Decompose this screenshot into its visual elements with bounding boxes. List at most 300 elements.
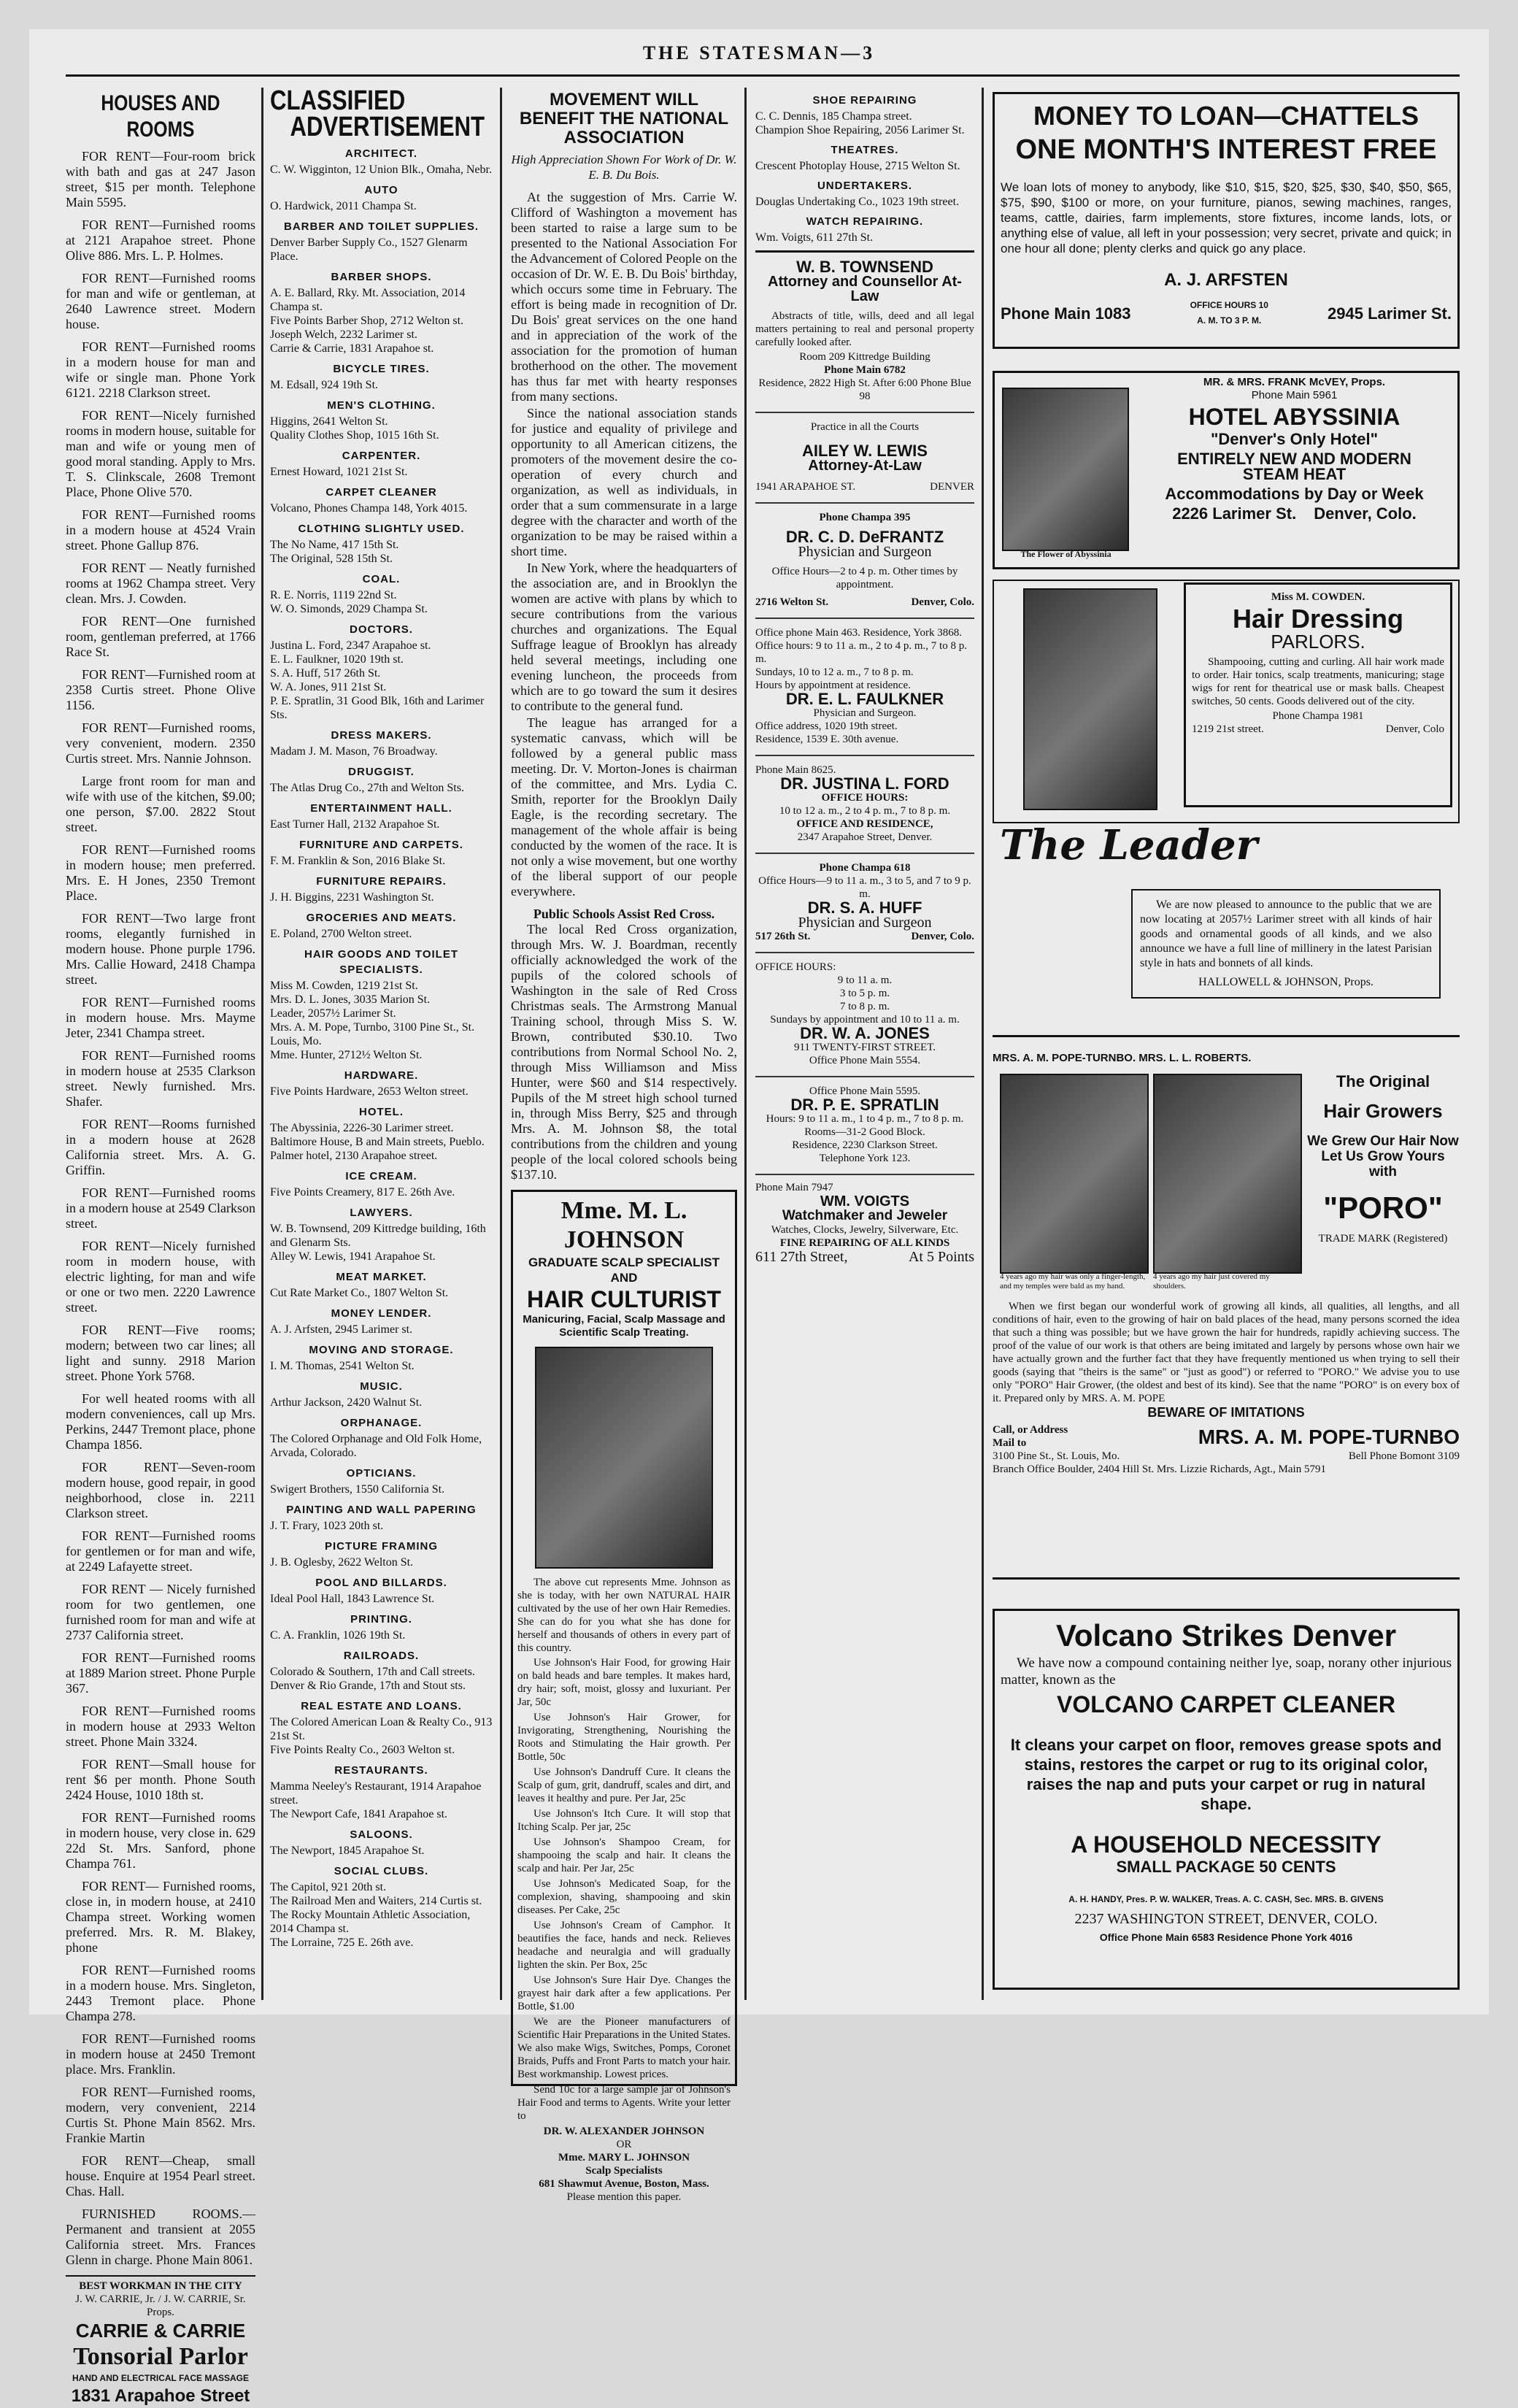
classified-entry: The Newport, 1845 Arapahoe St. [270,1845,425,1857]
leader-title: The Leader [1000,821,1258,869]
johnson-name: Mme. M. L. JOHNSON [560,1197,687,1253]
loan-subtitle: ONE MONTH'S INTEREST FREE [1015,134,1437,165]
voigts-card [755,1175,974,1264]
rental-ad: FURNISHED ROOMS.—Permanent and transient at 2055 California street. Mrs. Frances Glenn in charge. Phone Main 8061. [66,2207,255,2267]
classified-category: MUSIC. [360,1380,403,1393]
classified-entry: Cut Rate Market Co., 1807 Welton St. [270,1287,449,1299]
classified-entry: Volcano, Phones Champa 148, York 4015. [270,502,468,515]
classified-entry: Miss M. Cowden, 1219 21st St. [270,980,418,992]
classified-entry: Higgins, 2641 Welton St. [270,415,388,428]
rental-ad: FOR RENT—Small house for rent $6 per month. Phone South 2424 House, 1010 18th st. [66,1757,255,1802]
faulkner-name: DR. E. L. FAULKNER [785,690,944,708]
johnson-sig-addr: 681 Shawmut Avenue, Boston, Mass. [539,2178,709,2190]
article-paragraph: Since the national association stands for justice and equality of privilege and opportunity to all American citizens, the promoters of the movement desire the co-operation of every church and organization, as well as individuals, in order that a sum commensurate in a large degree with the character and worth of the organization to be may be raised within a short time. [511,406,737,558]
shoe-heading: SHOE REPAIRING [812,94,917,107]
rental-ad: FOR RENT—Furnished rooms in a modern house for man and wife or single man. Phone York 6121. 2218 Clarkson street. [66,339,255,400]
display-ads-column [993,88,1460,2000]
classified-category: MONEY LENDER. [331,1307,432,1320]
ford-hours: 10 to 12 a. m., 2 to 4 p. m., 7 to 8 p. m. [779,805,951,817]
jones-card [755,953,974,1077]
classified-category: BARBER AND TOILET SUPPLIES. [283,220,479,233]
rental-ad: FOR RENT—Furnished rooms in modern house, very close in. 629 22d St. Mrs. Sanford, phone Champa 761. [66,1810,255,1871]
classified-category: COAL. [362,573,401,585]
classified-category: BICYCLE TIRES. [333,363,430,375]
voigts-phone: Phone Main 7947 [755,1182,833,1193]
classified-entry: The Capitol, 921 20th st. [270,1881,387,1893]
johnson-sig-or: OR [616,2139,632,2150]
rental-ad: FOR RENT—Furnished rooms in modern house; men preferred. Mrs. E. H Jones, 2350 Tremont Place. [66,842,255,903]
ford-phone: Phone Main 8625. [755,764,836,776]
huff-city: Denver, Colo. [911,931,974,942]
johnson-product: Use Johnson's Hair Food, for growing Hair on bald heads and bare temples. It makes hard, dry hair; soft, moist, glossy and luxuriant. Per Jar, 50c [517,1657,731,1708]
faulkner-hours-1: Office hours: 9 to 11 a. m., 2 to 4 p. m., 7 to 8 p. m. [755,640,967,665]
townsend-res: Residence, 2822 High St. After 6:00 Phone Blue 98 [758,377,971,402]
classified-category: MEN'S CLOTHING. [327,399,436,412]
defrantz-card [755,504,974,619]
classified-category: DRESS MAKERS. [331,729,432,742]
classified-entry: Denver Barber Supply Co., 1527 Glenarm Place. [270,236,468,263]
volcano-package: SMALL PACKAGE 50 CENTS [1116,1858,1336,1876]
jones-sundays: Sundays by appointment and 10 to 11 a. m. [770,1014,960,1026]
classified-entry: Leader, 2057½ Larimer St. [270,1007,396,1020]
johnson-product: Use Johnson's Itch Cure. It will stop that Itching Scalp. Per jar, 25c [517,1808,731,1833]
rental-ad: FOR RENT—Furnished rooms in modern house at 2450 Tremont place. Mrs. Franklin. [66,2031,255,2077]
classified-entry: Arthur Jackson, 2420 Walnut St. [270,1396,423,1409]
defrantz-name: DR. C. D. DeFRANTZ [785,528,944,546]
poro-branch: Branch Office Boulder, 2404 Hill St. Mrs. Lizzie Richards, Agt., Main 5791 [993,1463,1326,1475]
poro-caption-2: 4 years ago my hair just covered my shoulders. [1153,1272,1270,1290]
faulkner-title: Physician and Surgeon. [813,707,917,719]
watch-entry: Wm. Voigts, 611 27th St. [755,231,974,253]
abyssinia-text [1137,376,1452,521]
huff-card [755,854,974,953]
voigts-address: 611 27th Street, [755,1249,848,1265]
rental-ad: FOR RENT — Neatly furnished rooms at 1962 Champa street. Very clean. Mrs. J. Cowden. [66,561,255,606]
townsend-name: W. B. TOWNSEND [796,258,933,276]
loan-phone: Phone Main 1083 [1001,304,1131,323]
column-rule [744,88,747,2000]
huff-address: 517 26th St. [755,931,811,942]
classified-entry: The Abyssinia, 2226-30 Larimer street. [270,1122,454,1134]
houses-column [66,88,255,2406]
classified-entry: W. A. Jones, 911 21st St. [270,681,387,693]
classified-entry: The Lorraine, 725 E. 26th ave. [270,1936,414,1949]
poro-call: Call, or Address Mail to [993,1424,1068,1449]
houses-title: HOUSES AND ROOMS [101,91,220,142]
classified-category: OPTICIANS. [346,1467,417,1480]
classified-entry: Quality Clothes Shop, 1015 16th St. [270,429,439,442]
masthead: THE STATESMAN—3 [642,42,876,64]
cowden-body: Shampooing, cutting and curling. All hair work made to order. Hair tonics, scalp treatments, manicuring; stage wigs for rent for theatrical use or mask balls. Cheapest switches, 50 cents. Goods delivered out of the city. [1192,656,1444,707]
classified-entry: I. M. Thomas, 2541 Welton St. [270,1360,415,1372]
rental-ad: FOR RENT—Four-room brick with bath and gas at 247 Jason street, $15 per month. Telephone Main 5595. [66,149,255,209]
cowden-title-2: PARLORS. [1271,631,1365,653]
rental-ad: FOR RENT—Furnished rooms in a modern house at 4524 Vrain street. Phone Gallup 876. [66,507,255,553]
rental-ad: FOR RENT—Two large front rooms, elegantly furnished in modern house. Phone purple 1796. Mrs. Callie Howard, 2418 Champa street. [66,911,255,987]
shoe-entry-2: Champion Shoe Repairing, 2056 Larimer St. [755,124,965,136]
spratlin-rooms: Rooms—31-2 Good Block. [804,1126,925,1138]
johnson-sig-note: Please mention this paper. [566,2191,682,2203]
lewis-address: 1941 ARAPAHOE ST. [755,481,856,493]
jones-hours-1: 9 to 11 a. m. [837,974,893,986]
classified-entry: The Colored Orphanage and Old Folk Home, Arvada, Colorado. [270,1433,482,1459]
spratlin-card [755,1077,974,1175]
johnson-product: Use Johnson's Sure Hair Dye. Changes the grayest hair dark after a few applications. Per Bottle, $1.00 [517,1974,731,2012]
voigts-name: WM. VOIGTS [820,1193,910,1209]
faulkner-res: Residence, 1539 E. 30th avenue. [755,734,899,745]
professional-column [755,88,974,2000]
poro-ad [993,1052,1460,1580]
barber-parlor: Tonsorial Parlor [73,2343,248,2370]
cowden-card [1184,582,1452,807]
classified-list [270,146,493,1950]
defrantz-hours: Office Hours—2 to 4 p. m. Other times by appointment. [771,566,958,591]
volcano-name: VOLCANO CARPET CLEANER [1056,1691,1395,1717]
voigts-fine: FINE REPAIRING OF ALL KINDS [779,1237,950,1249]
loan-body: We loan lots of money to anybody, like $10, $15, $20, $25, $30, $40, $50, $65, $75, $90, $100 or more, on your furniture, pianos, sewing machines, ranges, teams, cattle, dairies, farm implements, store fixtures, income lands, lots, or anything else of value, all left in your possession; very secret, private and quick; in one hour all done; plenty clerks and quick go any place. [1001,180,1452,255]
defrantz-address: 2716 Welton St. [755,596,829,608]
classified-category: CARPET CLEANER [325,486,437,499]
article-title: MOVEMENT WILL BENEFIT THE NATIONAL ASSOCIATION [519,90,729,147]
classified-entry: Five Points Realty Co., 2603 Welton st. [270,1744,455,1756]
rental-ad: FOR RENT—Furnished room at 2358 Curtis street. Phone Olive 1156. [66,667,255,712]
rental-ad: Large front room for man and wife with use of the kitchen, $9.00; one person, $7.00. 2822 Stout street. [66,774,255,834]
defrantz-title: Physician and Surgeon [798,544,932,560]
barber-name: CARRIE & CARRIE [75,2320,246,2342]
classified-entry: The No Name, 417 15th St. [270,539,399,551]
classified-entry: Palmer hotel, 2130 Arapahoe street. [270,1150,438,1162]
classified-entry: E. Poland, 2700 Welton street. [270,928,412,940]
huff-hours: Office Hours—9 to 11 a. m., 3 to 5, and 7 to 9 p. m. [758,875,971,900]
rental-ad: FOR RENT—Rooms furnished in a modern house at 2628 California street. Mrs. A. G. Griffin. [66,1117,255,1177]
leader-box [1131,889,1441,999]
volcano-household: A HOUSEHOLD NECESSITY [1071,1831,1382,1858]
houses-ads [66,149,255,2268]
classified-entry: Carrie & Carrie, 1831 Arapahoe st. [270,342,434,355]
column-rule [261,88,263,2000]
ford-hours-head: OFFICE HOURS: [821,792,909,804]
classified-category: SOCIAL CLUBS. [334,1865,429,1877]
rental-ad: FOR RENT — Nicely furnished room for two gentlemen, one furnished room for man and wife at 2737 California street. [66,1582,255,1642]
classified-entry: The Atlas Drug Co., 27th and Welton Sts. [270,782,464,794]
classified-entry: O. Hardwick, 2011 Champa St. [270,200,417,212]
rental-ad: FOR RENT— Furnished rooms, close in, in modern house, at 2410 Champa street. Working women preferred. Mrs. R. M. Blakey, phone [66,1879,255,1955]
volcano-ad [993,1609,1460,1990]
classified-entry: Mme. Hunter, 2712½ Welton St. [270,1049,423,1061]
poro-body: When we first began our wonderful work of growing all kinds, all qualities, all lengths, and all conditions of hair, even to the growing of hair on bald places of the head, many persons scorned the idea that such a thing was possible; but we have grown the hair for hundreds, rapidly achieving success. The proof of the value of our work is that others are being imitated and largely by persons whose own hair we have actually grown and the further fact that they have frequently mentioned us when trying to sell their goods (saying that "theirs is the same" or "just as good") or referred to "PORO." We advise you to use only "PORO" Hair Grower, (the oldest and best of its kind). See that the name "PORO" is on every box of it. Prepared only by MRS. A. M. POPE [993,1301,1460,1404]
classified-entry: Denver & Rio Grande, 17th and Stout sts. [270,1680,466,1692]
johnson-sig2: Mme. MARY L. JOHNSON [558,2152,690,2163]
cowden-phone: Phone Champa 1981 [1272,710,1364,722]
spratlin-tel: Telephone York 123. [819,1153,911,1164]
classified-entry: Mamma Neeley's Restaurant, 1914 Arapahoe street. [270,1780,482,1807]
classified-entry: Mrs. A. M. Pope, Turnbo, 3100 Pine St., St. Louis, Mo. [270,1021,475,1047]
johnson-line1: GRADUATE SCALP SPECIALIST AND [528,1255,720,1285]
classified-entry: The Railroad Men and Waiters, 214 Curtis st. [270,1895,482,1907]
classified-category: FURNITURE AND CARPETS. [299,839,463,851]
abyssinia-tag: "Denver's Only Hotel" [1210,430,1379,448]
lewis-card [755,413,974,504]
classified-entry: E. L. Faulkner, 1020 19th st. [270,653,404,666]
rental-ad: FOR RENT—Furnished rooms for gentlemen or for man and wife, at 2249 Lafayette street. [66,1528,255,1574]
ford-card [755,756,974,854]
cowden-title-1: Hair Dressing [1232,604,1404,634]
redcross-body: The local Red Cross organization, through Mrs. W. J. Boardman, recently officially acknowledged the work of the pupils of the colored schools of Washington in the sale of Red Cross Christmas seals. The Armstrong Manual Training school, through Miss S. W. Brown, contributed $30.10. Two contributions from Normal School No. 2, through Miss Williamson and Miss Hunter, were $60 and $14 respectively. Pupils of the M street high school turned in, through Miss Berry, $25 and through Mrs. A. M. Johnson $8, the total contributions from the children and young people of the local colored schools being $137.10. [511,922,737,1182]
classified-entry: W. O. Simonds, 2029 Champa St. [270,603,428,615]
classified-column [270,85,493,2000]
rental-ad: FOR RENT—Five rooms; modern; between two car lines; all light and sunny. 2918 Marion street. Phone York 5768. [66,1323,255,1383]
classified-entry: Five Points Hardware, 2653 Welton street. [270,1085,469,1098]
faulkner-hours-3: Hours by appointment at residence. [755,680,911,691]
classified-entry: Five Points Barber Shop, 2712 Welton st. [270,315,464,327]
classified-entry: Colorado & Southern, 17th and Call streets. [270,1666,475,1678]
abyssinia-accom: Accommodations by Day or Week [1165,485,1424,503]
rental-ad: FOR RENT—Seven-room modern house, good repair, in good neighborhood, close in. 2211 Clarkson street. [66,1460,255,1520]
poro-caption-1: 4 years ago my hair was only a finger-length, and my temples were bald as my hand. [1000,1272,1146,1290]
barber-heading: BEST WORKMAN IN THE CITY [79,2280,242,2292]
loan-name: A. J. ARFSTEN [1164,270,1288,290]
article-column [511,88,737,2203]
classified-entry: J. H. Biggins, 2231 Washington St. [270,891,434,904]
loan-ad [993,92,1460,349]
column-rule [982,88,984,2000]
jones-name: DR. W. A. JONES [800,1024,930,1042]
rental-ad: FOR RENT—Furnished rooms in a modern house at 2549 Clarkson street. [66,1185,255,1231]
poro-name: MRS. A. M. POPE-TURNBO [1198,1425,1460,1448]
defrantz-city: Denver, Colo. [911,596,974,608]
townsend-desc: Abstracts of title, wills, deed and all legal matters pertaining to real and personal property carefully looked after. [755,310,974,348]
classified-entry: M. Edsall, 924 19th St. [270,379,379,391]
classified-category: HOTEL. [359,1106,404,1118]
rental-ad: FOR RENT—Furnished rooms, very convenient, modern. 2350 Curtis street. Mrs. Nannie Johnson. [66,720,255,766]
classified-category: PRINTING. [350,1613,412,1626]
ford-name: DR. JUSTINA L. FORD [780,774,949,793]
leader-body: We are now pleased to announce to the public that we are now locating at 2057½ Larimer street with all kinds of hair goods and ornamental goods of all kinds, and we also announce we have a full line of millinery in the latest Parisian style in hats and bonnets of all kinds. [1140,899,1432,969]
jones-hours-2: 3 to 5 p. m. [839,988,890,999]
volcano-title: Volcano Strikes Denver [1055,1618,1397,1653]
cowden-address: 1219 21st street. [1192,723,1264,735]
classified-entry: Ideal Pool Hall, 1843 Lawrence St. [270,1593,435,1605]
faulkner-card [755,619,974,756]
abyssinia-props: MR. & MRS. FRANK McVEY, Props. [1203,376,1386,388]
johnson-product: Use Johnson's Shampoo Cream, for shampooing the scalp and hair. It cleans the scalp and hair. Per Jar, 25c [517,1836,731,1874]
rental-ad: FOR RENT—Nicely furnished room in modern house, with electric lighting, for man and wife or one or two men. 2220 Lawrence street. [66,1239,255,1315]
classified-category: DRUGGIST. [348,766,415,778]
loan-title: MONEY TO LOAN—CHATTELS [1033,101,1419,131]
article-paragraph: At the suggestion of Mrs. Carrie W. Clifford of Washington a movement has been started to raise a large sum to be presented to the National Association For the Advancement of Colored People on the occasion of Dr. W. E. B. Du Bois' birthday, which occurs some time in February. The effort is being made in recognition of Dr. Du Bois' great services on the one hand and in appreciation of the work of the association for the promotion of human brotherhood on the other. The movement has thus far met with hearty responses from many sections. [511,190,737,404]
huff-name: DR. S. A. HUFF [807,899,922,917]
johnson-sig-role: Scalp Specialists [585,2165,663,2177]
jones-hours-head: OFFICE HOURS: [755,961,836,973]
poro-orig-2: Hair Growers [1323,1100,1443,1122]
classified-entry: Ernest Howard, 1021 21st St. [270,466,408,478]
johnson-line3: Manicuring, Facial, Scalp Massage and Scientific Scalp Treating. [523,1313,725,1339]
watch-heading: WATCH REPAIRING. [806,215,924,228]
classified-entry: The Newport Cafe, 1841 Arapahoe st. [270,1808,448,1820]
faulkner-hours-2: Sundays, 10 to 12 a. m., 7 to 8 p. m. [755,666,914,678]
townsend-card [755,253,974,413]
rental-ad: FOR RENT—Furnished rooms in a modern house. Mrs. Singleton, 2443 Tremont place. Phone Champa 278. [66,1963,255,2023]
classified-entry: A. J. Arfsten, 2945 Larimer st. [270,1323,413,1336]
abyssinia-new: ENTIRELY NEW AND MODERN [1177,450,1411,468]
johnson-intro: The above cut represents Mme. Johnson as she is today, with her own NATURAL HAIR cultivated by the use of her own Hair Remedies. She can do for you what she has done for herself and thousands of others in every part of this country. [517,1577,731,1654]
volcano-address: 2237 WASHINGTON STREET, DENVER, COLO. [1074,1911,1378,1927]
spratlin-hours: Hours: 9 to 11 a. m., 1 to 4 p. m., 7 to 8 p. m. [766,1113,964,1125]
johnson-portrait [535,1347,713,1569]
volcano-intro: We have now a compound containing neither lye, soap, norany other injurious matter, known as the [1001,1655,1452,1688]
spratlin-res: Residence, 2230 Clarkson Street. [792,1139,938,1151]
classified-entry: The Original, 528 15th St. [270,553,393,565]
classified-category: FURNITURE REPAIRS. [316,875,447,888]
classified-entry: The Rocky Mountain Athletic Association, 2014 Champa st. [270,1909,471,1935]
abyssinia-steam: STEAM HEAT [1242,465,1346,483]
barber-ad [66,2275,255,2408]
classified-category: RESTAURANTS. [334,1764,428,1777]
loan-address: 2945 Larimer St. [1328,304,1452,323]
classified-category: PAINTING AND WALL PAPERING [286,1504,477,1516]
classified-category: MEAT MARKET. [336,1271,427,1283]
theatres-entry: Crescent Photoplay House, 2715 Welton St. [755,160,960,172]
abyssinia-ad [993,371,1460,569]
abyssinia-photo [1002,388,1129,551]
rental-ad: FOR RENT—Furnished rooms in modern house at 2535 Clarkson street. Newly furnished. Mrs. Shafer. [66,1048,255,1109]
classified-category: CARPENTER. [342,450,421,462]
voigts-title: Watchmaker and Jeweler [782,1208,948,1223]
classified-category: ARCHITECT. [344,147,418,160]
abyssinia-city: Denver, Colo. [1314,504,1417,523]
abyssinia-name: HOTEL ABYSSINIA [1188,404,1401,430]
poro-names: MRS. A. M. POPE-TURNBO. MRS. L. L. ROBERTS. [993,1052,1252,1064]
cowden-name: Miss M. COWDEN. [1271,591,1365,603]
johnson-line2: HAIR CULTURIST [526,1286,722,1312]
rental-ad: FOR RENT—Furnished rooms at 1889 Marion street. Phone Purple 367. [66,1650,255,1696]
voigts-goods: Watches, Clocks, Jewelry, Silverware, Etc. [771,1224,959,1236]
article-body [511,190,737,899]
johnson-sig1: DR. W. ALEXANDER JOHNSON [543,2126,705,2137]
ford-address: 2347 Arapahoe Street, Denver. [797,831,933,843]
huff-phone: Phone Champa 618 [819,862,911,874]
lewis-title: Attorney-At-Law [808,458,922,474]
rental-ad: For well heated rooms with all modern conveniences, call up Mrs. Perkins, 2447 Tremont place, phone Champa 1856. [66,1391,255,1452]
classified-entry: C. A. Franklin, 1026 19th St. [270,1629,406,1642]
townsend-title: Attorney and Counsellor At-Law [768,274,962,304]
huff-title: Physician and Surgeon [798,915,932,931]
classified-category: HAIR GOODS AND TOILET SPECIALISTS. [304,948,458,976]
volcano-officers: A. H. HANDY, Pres. P. W. WALKER, Treas. A. C. CASH, Sec. MRS. B. GIVENS [1068,1894,1384,1904]
shoe-entry-1: C. C. Dennis, 185 Champa street. [755,110,912,123]
classified-entry: J. T. Frary, 1023 20th st. [270,1520,384,1532]
johnson-ad [511,1190,737,2203]
leader-ad [993,821,1460,1037]
ford-office: OFFICE AND RESIDENCE, [796,818,933,830]
classified-category: DOCTORS. [350,623,413,636]
spratlin-name: DR. P. E. SPRATLIN [790,1096,939,1114]
undertakers-heading: UNDERTAKERS. [817,180,913,192]
classified-category: LAWYERS. [350,1207,413,1219]
jones-hours-3: 7 to 8 p. m. [839,1001,890,1012]
townsend-phone: Phone Main 6782 [824,364,906,376]
classified-category: CLOTHING SLIGHTLY USED. [298,523,465,535]
barber-address: 1831 Arapahoe Street [71,2386,250,2406]
classified-category: GROCERIES AND MEATS. [306,912,457,924]
leader-props: HALLOWELL & JOHNSON, Props. [1198,976,1373,988]
rental-ad: FOR RENT—Furnished rooms at 2121 Arapahoe street. Phone Olive 886. Mrs. L. P. Holmes. [66,218,255,263]
classified-category: REAL ESTATE AND LOANS. [301,1700,462,1712]
undertakers-entry: Douglas Undertaking Co., 1023 19th street. [755,196,960,208]
classified-entry: F. M. Franklin & Son, 2016 Blake St. [270,855,446,867]
theatres-heading: THEATRES. [831,144,899,156]
voigts-points: At 5 Points [908,1249,974,1265]
classified-entry: Mrs. D. L. Jones, 3035 Marion St. [270,993,431,1006]
classified-entry: Baltimore House, B and Main streets, Pueblo. [270,1136,485,1148]
abyssinia-caption: The Flower of Abyssinia [1020,549,1111,559]
classified-entry: Alley W. Lewis, 1941 Arapahoe St. [270,1250,436,1263]
column-rule [500,88,502,2000]
johnson-product: Use Johnson's Medicated Soap, for the complexion, shaving, shampooing and skin diseases. Per Cake, 25c [517,1878,731,1916]
redcross-heading: Public Schools Assist Red Cross. [533,907,715,921]
classified-category: MOVING AND STORAGE. [309,1344,454,1356]
rental-ad: FOR RENT—Nicely furnished rooms in modern house, suitable for man and wife or young men of good moral standing. Apply to Mrs. T. S. Clinkscale, 2608 Tremont Place, Phone Olive 570. [66,408,255,499]
poro-photo-2 [1153,1074,1302,1274]
spratlin-phone: Office Phone Main 5595. [809,1085,921,1097]
johnson-product: Use Johnson's Cream of Camphor. It beautifies the face, hands and neck. Relieves headache and neuralgia and will gradually lighten the skin. Per Box, 25c [517,1920,731,1971]
classified-entry: Five Points Creamery, 817 E. 26th Ave. [270,1186,455,1199]
classified-entry: East Turner Hall, 2132 Arapahoe St. [270,818,440,831]
classified-entry: W. B. Townsend, 209 Kittredge building, 16th and Glenarm Sts. [270,1223,486,1249]
rental-ad: FOR RENT—Furnished rooms for man and wife or gentleman, at 2640 Lawrence street. Modern house. [66,271,255,331]
classified-entry: Madam J. M. Mason, 76 Broadway. [270,745,438,758]
poro-brand: "PORO" [1323,1190,1443,1225]
johnson-product: We are the Pioneer manufacturers of Scientific Hair Preparations in the United States. We also make Wigs, Switches, Pomps, Coronet Braids, Puffs and Front Parts to match your hair. Best workmanship. Lowest prices. [517,2016,731,2080]
classified-entry: The Colored American Loan & Realty Co., 913 21st St. [270,1716,493,1742]
poro-side [1306,1074,1460,1245]
article-paragraph: The league has arranged for a systematic canvass, which will be followed by a general public mass meeting. Dr. V. Morton-Jones is chairman of the committee, and Mrs. Lydia C. Smith, reporter for the Brooklyn Daily Eagle, is the recording secretary. The management of the whole affair is being conducted by the women of the race. It is not only a wise movement, but one worthy of the liberal support of our people everywhere. [511,715,737,899]
defrantz-phone: Phone Champa 395 [819,512,911,523]
poro-bell: Bell Phone Bomont 3109 [1348,1450,1460,1462]
lewis-name: AILEY W. LEWIS [802,442,928,460]
newspaper-page [29,29,1489,2406]
loan-hours: OFFICE HOURS 10 A. M. TO 3 P. M. [1190,300,1268,326]
johnson-products [517,1656,731,2123]
classified-category: ENTERTAINMENT HALL. [310,802,452,815]
masthead-rule [66,74,1460,77]
cowden-city: Denver, Colo [1385,723,1444,735]
classified-entry: Joseph Welch, 2232 Larimer st. [270,328,417,341]
poro-beware: BEWARE OF IMITATIONS [1147,1405,1305,1420]
poro-grew: We Grew Our Hair Now Let Us Grow Yours with [1307,1134,1459,1180]
classified-entry: P. E. Spratlin, 31 Good Blk, 16th and Larimer Sts. [270,695,485,721]
classified-entry: S. A. Huff, 517 26th St. [270,667,381,680]
classified-category: ORPHANAGE. [340,1417,423,1429]
classified-title-1: CLASSIFIED [270,85,406,116]
townsend-room: Room 209 Kittredge Building [799,351,931,363]
classified-category: PICTURE FRAMING [325,1540,438,1553]
faulkner-phone: Office phone Main 463. Residence, York 3868. [755,627,963,639]
jones-phone: Office Phone Main 5554. [809,1055,921,1066]
poro-photo-1 [1000,1074,1149,1274]
johnson-product: Send 10c for a large sample jar of Johnson's Hair Food and terms to Agents. Write your letter to [517,2084,731,2122]
classified-category: BARBER SHOPS. [331,271,432,283]
article-subtitle: High Appreciation Shown For Work of Dr. W. E. B. Du Bois. [511,153,737,182]
classified-entry: J. B. Oglesby, 2622 Welton St. [270,1556,414,1569]
classified-entry: C. W. Wigginton, 12 Union Blk., Omaha, Nebr. [270,164,492,176]
volcano-desc: It cleans your carpet on floor, removes grease spots and stains, restores the carpet or rug to its original color, raises the nap and puts your carpet or rug in natural shape. [1010,1736,1442,1813]
classified-category: HARDWARE. [344,1069,419,1082]
lewis-city: DENVER [930,481,974,493]
faulkner-address: Office address, 1020 19th street. [755,720,898,732]
classified-entry: A. E. Ballard, Rky. Mt. Association, 2014 Champa st. [270,287,466,313]
jones-address: 911 TWENTY-FIRST STREET. [793,1042,936,1053]
